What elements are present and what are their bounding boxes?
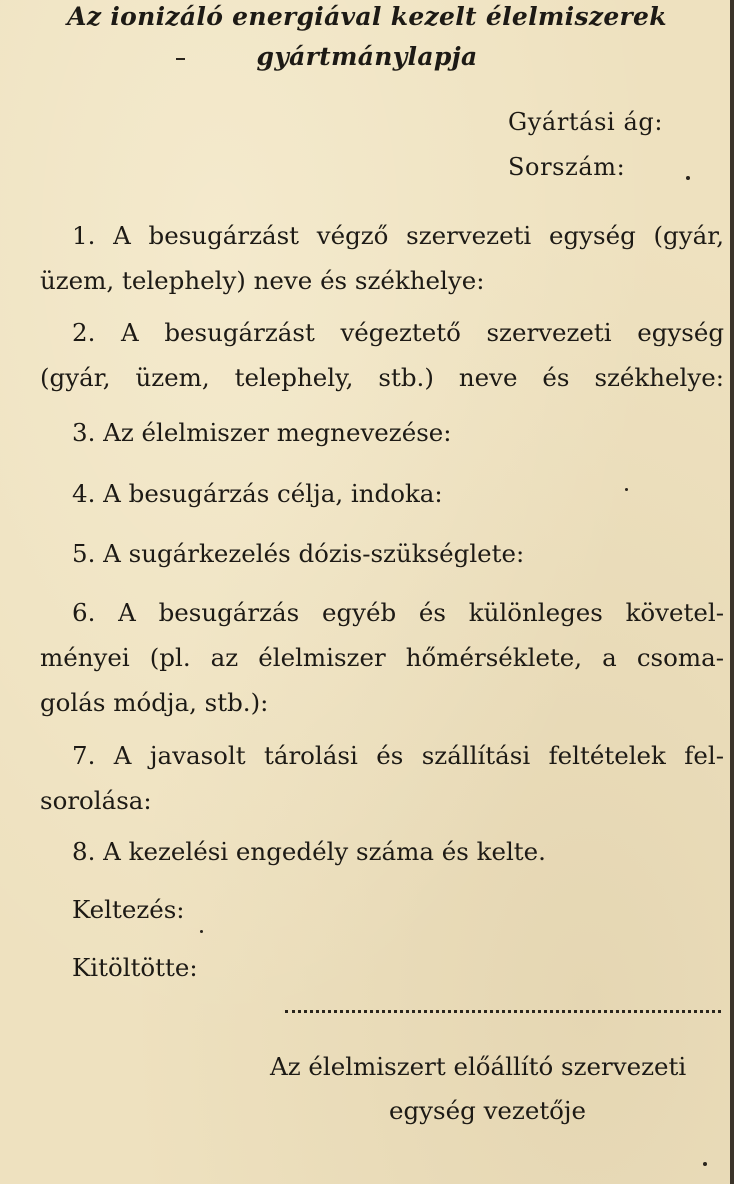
form-item-1 [40, 213, 724, 303]
item-7-line-2: sorolása: [40, 786, 152, 815]
item-6-line-3: golás módja, stb.): [40, 688, 269, 717]
print-speck [686, 176, 690, 180]
signature-line [285, 1010, 721, 1013]
item-6-line-1: 6. A besugárzás egyéb és különleges követel- [72, 598, 724, 627]
signature-caption-line-1: Az élelmiszert előállító szervezeti [270, 1052, 687, 1081]
form-subtitle: gyártmánylapja [256, 42, 478, 71]
form-title: Az ionizáló energiával kezelt élelmiszerek [67, 2, 667, 31]
item-1-line-1: 1. A besugárzást végző szervezeti egység (gyár, [72, 221, 724, 250]
production-branch-label: Gyártási ág: [508, 108, 664, 136]
item-1-line-2: üzem, telephely) neve és székhelye: [40, 266, 485, 295]
form-item-4: 4. A besugárzás célja, indoka: [72, 479, 443, 508]
signature-caption-line-2: egység vezetője [389, 1096, 587, 1125]
item-6-line-2: ményei (pl. az élelmiszer hőmérséklete, a csoma- [40, 643, 724, 672]
form-item-2 [40, 310, 724, 400]
page-edge [730, 0, 734, 1184]
item-2-line-2: (gyár, üzem, telephely, stb.) neve és székhelye: [40, 363, 724, 392]
date-label: Keltezés: [72, 895, 185, 924]
filled-by-label: Kitöltötte: [72, 953, 198, 982]
item-7-line-1: 7. A javasolt tárolási és szállítási feltételek fel- [72, 741, 724, 770]
form-item-3: 3. Az élelmiszer megnevezése: [72, 418, 452, 447]
form-item-6 [40, 590, 724, 725]
form-item-7 [40, 733, 724, 823]
print-speck [200, 930, 203, 933]
serial-number-label: Sorszám: [508, 153, 626, 181]
form-item-8: 8. A kezelési engedély száma és kelte. [72, 837, 546, 866]
print-speck [625, 488, 628, 491]
print-speck [703, 1162, 707, 1166]
item-2-line-1: 2. A besugárzást végeztető szervezeti egység [72, 318, 724, 347]
form-item-5: 5. A sugárkezelés dózis-szükséglete: [72, 539, 525, 568]
